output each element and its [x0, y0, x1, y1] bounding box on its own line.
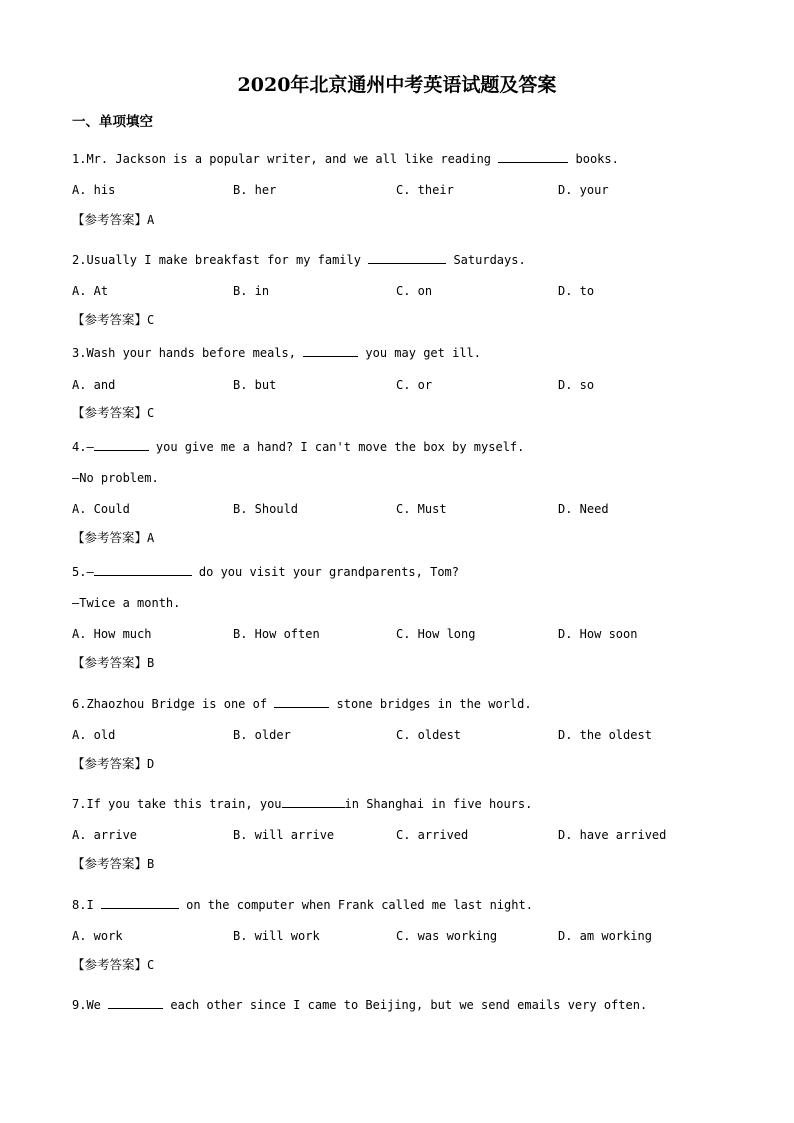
answer-option: C. or	[396, 378, 433, 392]
answer-option: D. How soon	[558, 627, 638, 641]
answer-option: A. and	[72, 378, 116, 392]
answer-option: C. their	[396, 183, 454, 197]
answer-key-label: 【参考答案】	[72, 212, 148, 227]
answer-blank	[498, 151, 568, 163]
answer-key	[72, 756, 154, 772]
answer-key	[72, 212, 154, 228]
answer-key	[72, 405, 154, 421]
answer-option: B. Should	[233, 502, 299, 516]
stem-text-before: 7.If you take this train, you	[72, 797, 282, 811]
answer-key	[72, 957, 154, 973]
answer-key-label: 【参考答案】	[72, 405, 148, 420]
question-response-line: —Twice a month.	[72, 596, 181, 610]
answer-key-value: C	[147, 958, 155, 972]
stem-text-before: 6.Zhaozhou Bridge is one of	[72, 697, 275, 711]
question-stem	[72, 997, 647, 1013]
answer-option: D. your	[558, 183, 609, 197]
answer-option: C. Must	[396, 502, 447, 516]
answer-option: A. How much	[72, 627, 152, 641]
answer-option: D. Need	[558, 502, 609, 516]
answer-option: B. her	[233, 183, 277, 197]
answer-key-value: B	[147, 656, 155, 670]
question-stem	[72, 345, 481, 361]
answer-key-label: 【参考答案】	[72, 756, 148, 771]
question-stem	[72, 696, 532, 712]
stem-text-after: in Shanghai in five hours.	[344, 797, 533, 811]
answer-key	[72, 312, 154, 328]
answer-option: D. the oldest	[558, 728, 652, 742]
answer-option: B. will work	[233, 929, 320, 943]
answer-key-label: 【参考答案】	[72, 312, 148, 327]
section-heading: 一、单项填空	[72, 114, 153, 130]
answer-option: C. arrived	[396, 828, 469, 842]
answer-key-label: 【参考答案】	[72, 530, 148, 545]
answer-key-label: 【参考答案】	[72, 655, 148, 670]
answer-blank	[101, 897, 179, 909]
answer-blank	[274, 696, 329, 708]
answer-option: D. so	[558, 378, 595, 392]
answer-key-value: A	[147, 213, 155, 227]
answer-key-value: C	[147, 313, 155, 327]
stem-text-before: 1.Mr. Jackson is a popular writer, and we all like reading	[72, 152, 499, 166]
question-response-line: —No problem.	[72, 471, 159, 485]
answer-option: C. was working	[396, 929, 498, 943]
stem-text-before: 9.We	[72, 998, 109, 1012]
answer-key	[72, 856, 154, 872]
answer-option: A. work	[72, 929, 123, 943]
answer-blank	[94, 564, 192, 576]
question-stem	[72, 252, 526, 268]
answer-option: D. am working	[558, 929, 652, 943]
stem-text-after: you give me a hand? I can't move the box by myself.	[148, 440, 525, 454]
answer-key-value: C	[147, 406, 155, 420]
stem-text-before: 8.I	[72, 898, 101, 912]
answer-option: B. older	[233, 728, 291, 742]
stem-text-before: 3.Wash your hands before meals,	[72, 346, 304, 360]
stem-text-before: 2.Usually I make breakfast for my family	[72, 253, 369, 267]
question-stem	[72, 897, 533, 913]
answer-key-value: B	[147, 857, 155, 871]
question-stem	[72, 151, 619, 167]
answer-option: A. At	[72, 284, 109, 298]
answer-key-label: 【参考答案】	[72, 856, 148, 871]
stem-text-after: books.	[568, 152, 619, 166]
stem-text-after: do you visit your grandparents, Tom?	[191, 565, 459, 579]
answer-key-value: A	[147, 531, 155, 545]
answer-key-label: 【参考答案】	[72, 957, 148, 972]
stem-text-before: 5.—	[72, 565, 94, 579]
question-stem	[72, 796, 532, 812]
answer-option: B. in	[233, 284, 270, 298]
answer-blank	[108, 997, 163, 1009]
stem-text-after: each other since I came to Beijing, but we send emails very often.	[163, 998, 648, 1012]
question-stem	[72, 564, 459, 580]
answer-blank	[94, 439, 149, 451]
answer-option: B. but	[233, 378, 277, 392]
answer-blank	[282, 796, 345, 808]
answer-option: C. oldest	[396, 728, 462, 742]
answer-key	[72, 530, 154, 546]
stem-text-after: stone bridges in the world.	[329, 697, 532, 711]
answer-blank	[303, 345, 358, 357]
stem-text-after: on the computer when Frank called me last night.	[178, 898, 533, 912]
answer-option: C. How long	[396, 627, 476, 641]
answer-key	[72, 655, 154, 671]
answer-option: D. have arrived	[558, 828, 667, 842]
question-stem	[72, 439, 524, 455]
answer-option: B. will arrive	[233, 828, 335, 842]
answer-option: A. arrive	[72, 828, 138, 842]
stem-text-before: 4.—	[72, 440, 94, 454]
answer-blank	[368, 252, 446, 264]
answer-option: C. on	[396, 284, 433, 298]
answer-option: D. to	[558, 284, 595, 298]
stem-text-after: you may get ill.	[358, 346, 482, 360]
answer-option: B. How often	[233, 627, 320, 641]
document-title: 2020年北京通州中考英语试题及答案	[237, 74, 557, 96]
stem-text-after: Saturdays.	[446, 253, 526, 267]
answer-key-value: D	[147, 757, 155, 771]
answer-option: A. his	[72, 183, 116, 197]
answer-option: A. Could	[72, 502, 130, 516]
answer-option: A. old	[72, 728, 116, 742]
